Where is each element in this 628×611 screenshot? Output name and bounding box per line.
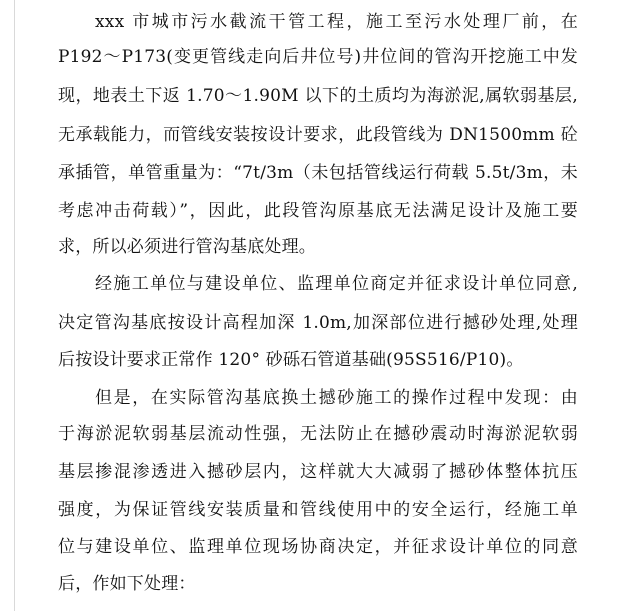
paragraph-3-line-2: 于海淤泥软弱基层流动性强，无法防止在撼砂震动时海淤泥软弱 <box>58 424 578 444</box>
paragraph-3-line-3: 基层掺混渗透进入撼砂层内，这样就大大减弱了撼砂体整体抗压 <box>58 462 578 482</box>
paragraph-2-line-1: 经施工单位与建设单位、监理单位商定并征求设计单位同意, <box>95 274 578 294</box>
paragraph-1-line-1: xxx 市城市污水截流干管工程，施工至污水处理厂前，在 <box>95 12 578 32</box>
paragraph-3-line-6: 后，作如下处理： <box>58 574 196 594</box>
paragraph-2-line-2: 决定管沟基底按设计高程加深 1.0m,加深部位进行撼砂处理,处理 <box>58 313 578 333</box>
paragraph-3-line-4: 强度，为保证管线安装质量和管线使用中的安全运行，经施工单 <box>58 500 578 520</box>
paragraph-3-line-1: 但是，在实际管沟基底换土撼砂施工的操作过程中发现：由 <box>95 388 578 408</box>
paragraph-1-line-6: 考虑冲击荷载）”，因此，此段管沟原基底无法满足设计及施工要 <box>58 201 578 221</box>
page-margin-edge <box>0 0 15 611</box>
paragraph-3-line-5: 位与建设单位、监理单位现场协商决定，并征求设计单位的同意 <box>58 537 578 557</box>
paragraph-1-line-7: 求，所以必须进行管沟基底处理。 <box>58 237 316 257</box>
paragraph-1-line-3: 现，地表土下返 1.70～1.90M 以下的土质均为海淤泥,属软弱基层, <box>58 86 578 106</box>
paragraph-1-line-2: P192～P173(变更管线走向后井位号)井位间的管沟开挖施工中发 <box>58 47 578 67</box>
paragraph-1-line-5: 承插管，单管重量为：“7t/3m（未包括管线运行荷载 5.5t/3m，未 <box>58 163 578 183</box>
paragraph-1-line-4: 无承载能力，而管线安装按设计要求，此段管线为 DN1500mm 砼 <box>58 125 578 145</box>
paragraph-2-line-3: 后按设计要求正常作 120° 砂砾石管道基础(95S516/P10)。 <box>58 350 524 370</box>
